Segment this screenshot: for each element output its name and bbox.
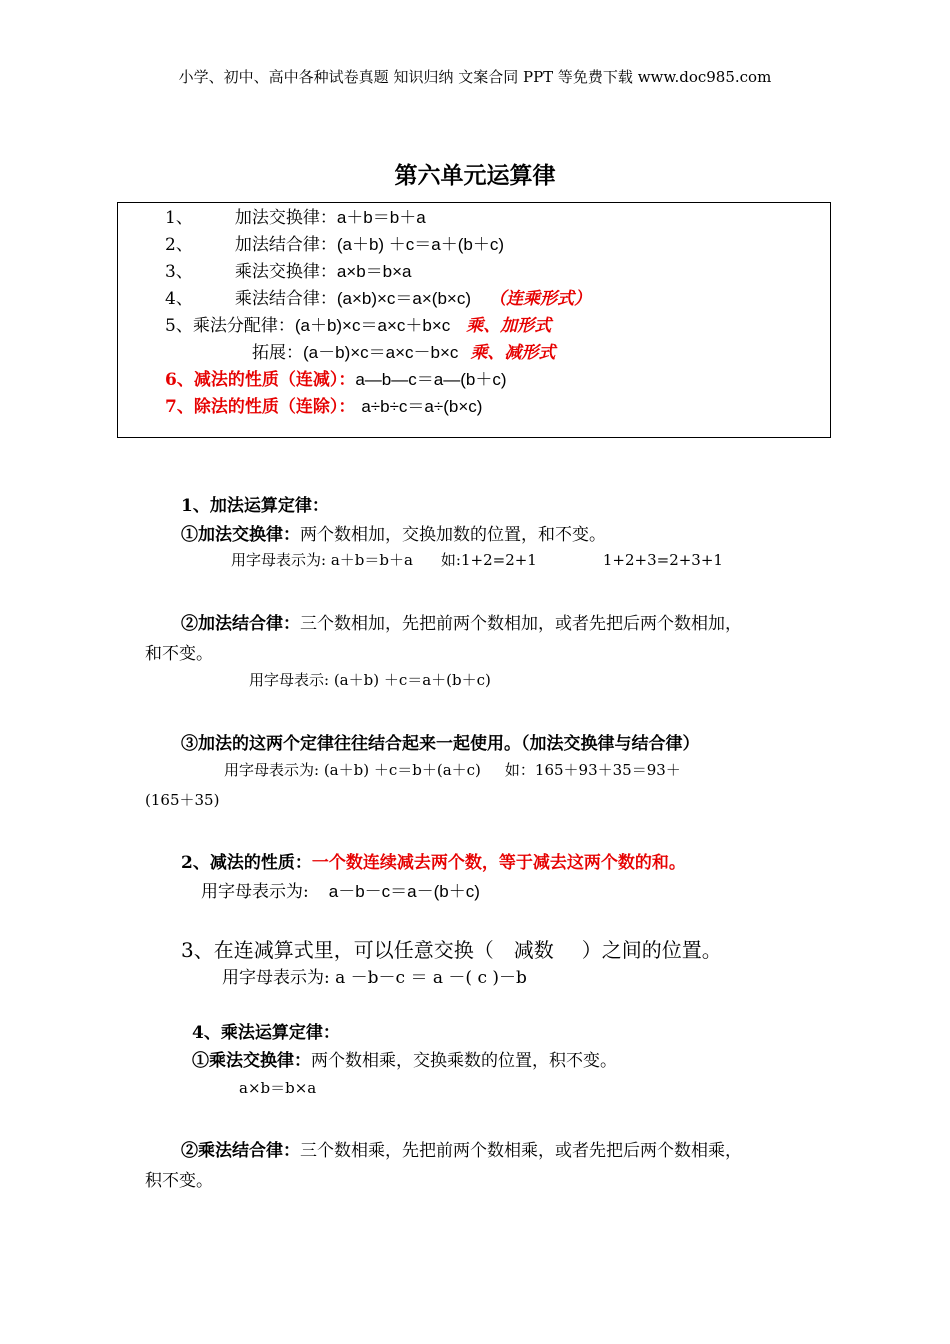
law-name: 加法交换律： <box>234 208 337 228</box>
formula: 用字母表示为: a＋b＝b＋a <box>231 551 413 569</box>
law-formula: (a－b)×c＝a×c－b×c <box>303 343 459 362</box>
example: 如:1+2=2+1 <box>440 551 537 569</box>
summary-row-7 <box>165 392 482 417</box>
subtraction-swap <box>181 934 722 963</box>
law-name: 拓展： <box>252 343 303 363</box>
multiplication-commutative-formula: a×b＝b×a <box>239 1079 317 1097</box>
law-formula: a＋b＝b＋a <box>336 208 426 227</box>
formula-label: 用字母表示为: <box>201 882 309 902</box>
summary-row-2 <box>165 230 504 255</box>
law-text: 两个数相乘，交换乘数的位置，积不变。 <box>311 1051 617 1071</box>
law-name: 除法的性质（连除）： <box>193 397 356 417</box>
addition-associative-cont: 和不变。 <box>145 644 213 664</box>
row-number: 4、 <box>165 289 193 309</box>
summary-row-6 <box>165 365 506 390</box>
law-formula: (a＋b) ＋c＝a＋(b＋c) <box>336 235 505 254</box>
law-name: 乘法交换律： <box>234 262 337 282</box>
addition-commutative <box>181 520 606 545</box>
law-text: 两个数相加，交换加数的位置，和不变。 <box>300 525 606 545</box>
formula: a－b－c＝a－(b＋c) <box>328 882 480 901</box>
statement-end: ）之间的位置。 <box>581 938 722 962</box>
row-number: 6、 <box>165 370 194 390</box>
example: 如：165＋93＋35＝93＋ <box>504 761 681 779</box>
multiplication-commutative <box>192 1046 617 1071</box>
law-label: ①加法交换律： <box>181 525 300 545</box>
law-name: 加法结合律： <box>234 235 337 255</box>
row-number: 5、 <box>165 316 193 336</box>
section-heading-subtraction: 2、减法的性质： <box>181 853 312 873</box>
law-note: 乘、加形式 <box>466 316 552 336</box>
law-formula: (a＋b)×c＝a×c＋b×c <box>294 316 451 335</box>
law-text: 三个数相加，先把前两个数相加，或者先把后两个数相加， <box>300 614 742 634</box>
addition-associative-formula: 用字母表示: (a＋b) ＋c＝a＋(b＋c) <box>249 671 491 689</box>
summary-row-4 <box>165 284 591 309</box>
row-number: 3、 <box>165 262 193 282</box>
subtraction-property <box>181 848 686 873</box>
summary-row-1 <box>165 203 426 228</box>
law-note: （连乘形式） <box>489 289 592 309</box>
law-formula: a—b—c＝a—(b＋c) <box>355 370 507 389</box>
law-note: 乘、减形式 <box>470 343 556 363</box>
addition-combined-formula <box>224 759 681 780</box>
law-name: 乘法分配律： <box>192 316 295 336</box>
page-header: 小学、初中、高中各种试卷真题 知识归纳 文案合同 PPT 等免费下载 www.doc985.com <box>178 68 772 86</box>
law-name: 乘法结合律： <box>234 289 337 309</box>
section-heading-multiplication: 4、乘法运算定律： <box>192 1023 340 1043</box>
statement-start: 3、在连减算式里，可以任意交换（ <box>181 938 494 962</box>
addition-associative <box>181 609 742 634</box>
page-title: 第六单元运算律 <box>394 162 556 189</box>
addition-combined: ③加法的这两个定律往往结合起来一起使用。（加法交换律与结合律） <box>181 734 700 754</box>
row-number: 2、 <box>165 235 193 255</box>
formula: 用字母表示为: (a＋b) ＋c＝b＋(a＋c) <box>224 761 481 779</box>
law-label: ②加法结合律： <box>181 614 300 634</box>
addition-commutative-formula <box>231 549 723 570</box>
law-formula: a÷b÷c＝a÷(b×c) <box>361 397 483 416</box>
property-text: 一个数连续减去两个数，等于减去这两个数的和。 <box>311 853 686 873</box>
multiplication-associative <box>181 1136 742 1161</box>
law-label: ①乘法交换律： <box>192 1051 311 1071</box>
blank-answer: 减数 <box>513 938 554 962</box>
law-formula: (a×b)×c＝a×(b×c) <box>336 289 472 308</box>
subtraction-swap-formula: 用字母表示为: a －b－c ＝ a －( c )－b <box>222 968 527 988</box>
multiplication-associative-cont: 积不变。 <box>145 1171 213 1191</box>
law-name: 减法的性质（连减）： <box>193 370 356 390</box>
example: 1+2+3=2+3+1 <box>602 551 723 569</box>
section-heading-addition: 1、加法运算定律： <box>181 496 329 516</box>
addition-combined-example-cont: (165＋35) <box>145 791 220 809</box>
summary-row-3 <box>165 257 412 282</box>
subtraction-formula <box>201 877 480 902</box>
law-label: ②乘法结合律： <box>181 1141 300 1161</box>
law-text: 三个数相乘，先把前两个数相乘，或者先把后两个数相乘， <box>300 1141 742 1161</box>
summary-row-extension <box>252 338 555 363</box>
row-number: 1、 <box>165 208 193 228</box>
summary-row-5 <box>165 311 551 336</box>
law-formula: a×b＝b×a <box>336 262 412 281</box>
row-number: 7、 <box>165 397 194 417</box>
